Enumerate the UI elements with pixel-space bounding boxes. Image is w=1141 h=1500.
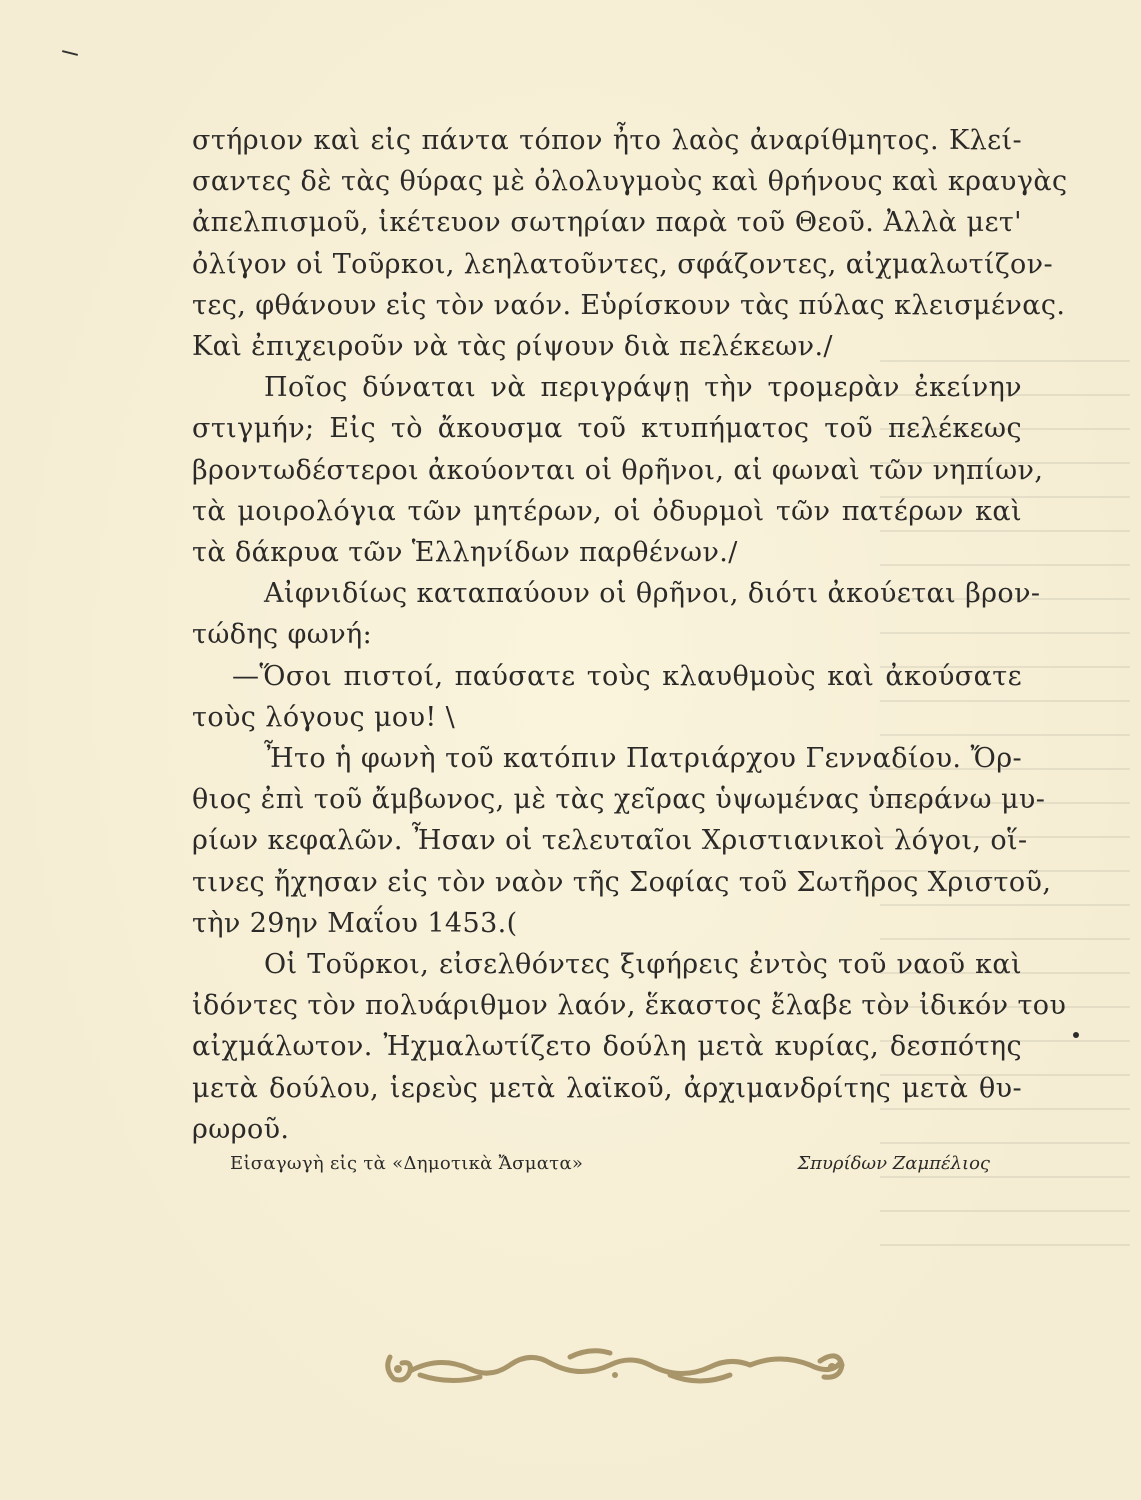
text-line: τὰ δάκρυα τῶν Ἑλληνίδων παρθένων./: [192, 537, 738, 569]
text-line: αἰχμάλωτον. Ἠχμαλωτίζετο δούλη μετὰ κυρίας, δεσπότης: [192, 1031, 1022, 1063]
text-line: ἀπελπισμοῦ, ἱκέτευον σωτηρίαν παρὰ τοῦ Θεοῦ. Ἀλλὰ μετ': [192, 207, 1022, 239]
text-line: Ἦτο ἡ φωνὴ τοῦ κατόπιν Πατριάρχου Γενναδίου. Ὄρ-: [264, 743, 1022, 775]
source-author: Σπυρίδων Ζαμπέλιος: [797, 1153, 990, 1174]
text-line: σαντες δὲ τὰς θύρας μὲ ὀλολυγμοὺς καὶ θρήνους καὶ κραυγὰς: [192, 166, 1068, 198]
text-line: τες, φθάνουν εἰς τὸν ναόν. Εὑρίσκουν τὰς πύλας κλεισμένας.: [192, 289, 1066, 321]
text-line: Καὶ ἐπιχειροῦν νὰ τὰς ρίψουν διὰ πελέκεων./: [192, 331, 833, 363]
source-attribution: [230, 1153, 990, 1174]
text-line: Οἱ Τοῦρκοι, εἰσελθόντες ξιφήρεις ἐντὸς τοῦ ναοῦ καὶ: [264, 949, 1022, 981]
text-line: —Ὅσοι πιστοί, παύσατε τοὺς κλαυθμοὺς καὶ ἀκούσατε: [232, 660, 1022, 692]
text-line: τοὺς λόγους μου! \: [192, 701, 456, 733]
text-line: ρίων κεφαλῶν. Ἦσαν οἱ τελευταῖοι Χριστιανικοὶ λόγοι, οἵ-: [192, 825, 1028, 857]
body-text: [192, 120, 1068, 1150]
text-line: τινες ἤχησαν εἰς τὸν ναὸν τῆς Σοφίας τοῦ Σωτῆρος Χριστοῦ,: [192, 866, 1052, 898]
text-line: μετὰ δούλου, ἱερεὺς μετὰ λαϊκοῦ, ἀρχιμανδρίτης μετὰ θυ-: [192, 1072, 1022, 1104]
text-line: τὰ μοιρολόγια τῶν μητέρων, οἱ ὀδυρμοὶ τῶν πατέρων καὶ: [192, 495, 1022, 527]
text-line: θιος ἐπὶ τοῦ ἄμβωνος, μὲ τὰς χεῖρας ὑψωμένας ὑπεράνω μυ-: [192, 784, 1046, 816]
text-line: ρωροῦ.: [192, 1113, 290, 1145]
corner-mark: [62, 50, 78, 56]
text-line: ἰδόντες τὸν πολυάριθμον λαόν, ἕκαστος ἔλαβε τὸν ἰδικόν του: [192, 990, 1067, 1022]
text-line: Αἰφνιδίως καταπαύουν οἱ θρῆνοι, διότι ἀκούεται βρον-: [264, 578, 1041, 610]
decorative-ornament: [380, 1335, 850, 1395]
text-line: στιγμήν; Εἰς τὸ ἄκουσμα τοῦ κτυπήματος τοῦ πελέκεως: [192, 413, 1022, 445]
margin-dot: [1073, 1032, 1079, 1038]
text-line: τὴν 29ην Μαΐου 1453.(: [192, 907, 518, 939]
text-line: στήριον καὶ εἰς πάντα τόπον ἦτο λαὸς ἀναρίθμητος. Κλεί-: [192, 125, 1022, 156]
text-line: βροντωδέστεροι ἀκούονται οἱ θρῆνοι, αἱ φωναὶ τῶν νηπίων,: [192, 454, 1044, 486]
text-line: ὀλίγον οἱ Τοῦρκοι, λεηλατοῦντες, σφάζοντες, αἰχμαλωτίζον-: [192, 248, 1053, 280]
text-line: τώδης φωνή:: [192, 619, 373, 651]
text-line: Ποῖος δύναται νὰ περιγράψῃ τὴν τρομερὰν ἐκείνην: [264, 372, 1022, 404]
source-title: Εἰσαγωγὴ εἰς τὰ «Δημοτικὰ Ἄσματα»: [230, 1153, 584, 1174]
